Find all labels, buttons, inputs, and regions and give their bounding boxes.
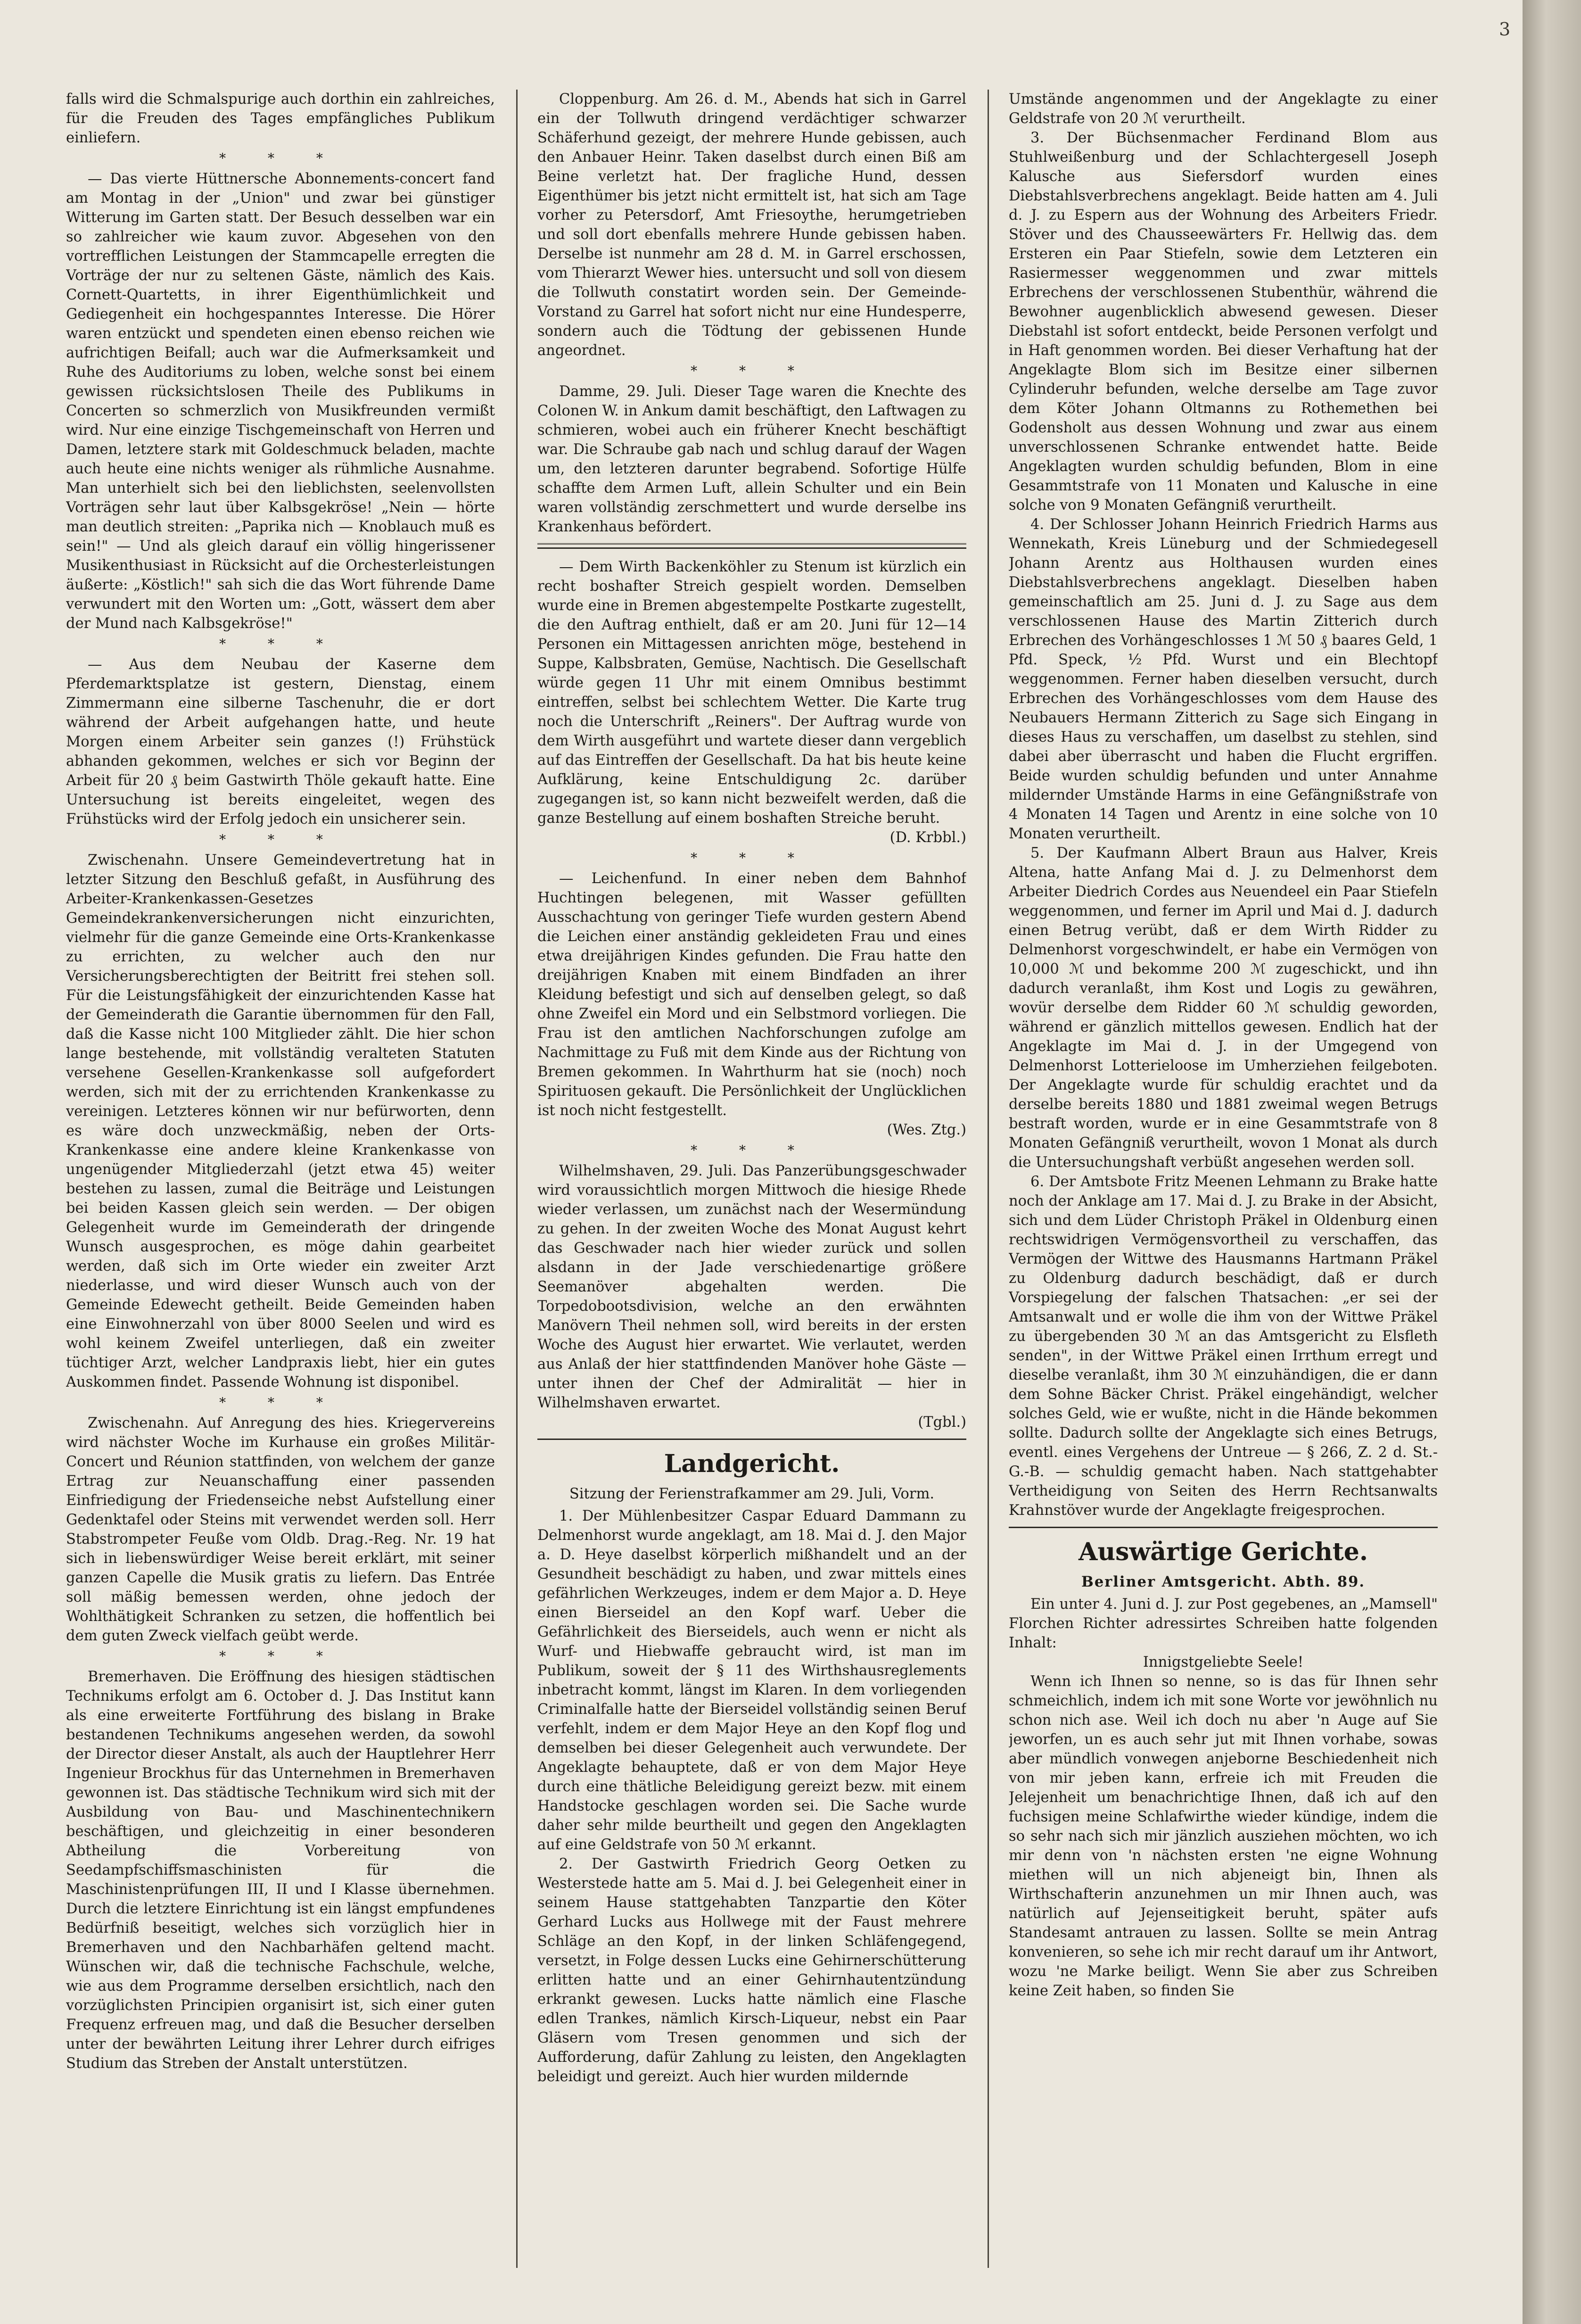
- case-5: 5. Der Kaufmann Albert Braun aus Halver, Kreis Altena, hatte Anfang Mai d. J. zu Delmenhorst dem Arbeiter Diedrich Cordes aus Neuendeel ein Paar Stiefeln weggenommen, und ferner im April und Mai d. J. dadurch einen Betrug verübt, daß er dem Wirth Ridder zu Delmenhorst vorgeschwindelt, er habe ein Vermögen von 10,000 ℳ und bekomme 200 ℳ zugeschickt, und ihn dadurch veranlaßt, ihm Kost und Logis zu gewähren, wovür derselbe dem Ridder 60 ℳ schuldig geworden, während er gänzlich mittellos gewesen. Endlich hat der Angeklagte im Mai d. J. in der Umgegend von Delmenhorst Lotterieloose im Umherziehen feilgeboten. Der Angeklagte wurde für schuldig erachtet und da derselbe bereits 1880 und 1881 zweimal wegen Betrugs bestraft worden, wurde er in eine Gesammtstrafe von 8 Monaten Gefängniß verurtheilt, wovon 1 Monat als durch die Untersuchungshaft verbüßt angesehen werden soll.: [1009, 845, 1438, 1171]
- page-edge: [1523, 0, 1581, 2324]
- separator-stars: * * *: [219, 832, 342, 847]
- case-6: 6. Der Amtsbote Fritz Meenen Lehmann zu Brake hatte noch der Anklage am 17. Mai d. J. zu Brake in der Absicht, sich und dem Lüder Christoph Präkel in Oldenburg einen rechtswidrigen Vermögensvortheil zu verschaffen, das Vermögen der Wittwe des Hausmanns Hartmann Präkel zu Oldenburg dadurch beschädigt, daß er durch Vorspiegelung der falschen Thatsachen: „er sei der Amtsanwalt und er wolle die ihm von der Wittwe Präkel zu übergebenden 30 ℳ an das Amtsgericht zu Elsfleth senden", in der Wittwe Präkel einen Irrthum erregt und dieselbe veranlaßt, ihm 30 ℳ einzuhändigen, die er dann dem Sohne Bäcker Christ. Präkel eingehändigt, welcher solches Geld, wie er wußte, nicht in die Hände bekommen sollte. Dadurch sollte der Angeklagte sich eines Betrugs, eventl. eines Vergehens der Untreue — § 266, Z. 2 d. St.-G.-B. — schuldig gemacht haben. Nach stattgehabter Vertheidigung von Seiten des Herrn Rechtsanwalts Krahnstöver wurde der Angeklagte freigesprochen.: [1009, 1174, 1438, 1519]
- article-wilhelmshaven: Wilhelmshaven, 29. Juli. Das Panzerübungsgeschwader wird voraussichtlich morgen Mittwoch die hiesige Rhede wieder verlassen, um zunächst nach der Wesermündung zu gehen. In der zweiten Woche des Monat August kehrt das Geschwader nach hier wieder zurück und sollen alsdann in der Jade verschiedenartige größere Seemanöver abgehalten werden. Die Torpedobootsdivision, welche an den erwähnten Manövern Theil nehmen soll, wird bereits in der ersten Woche des August hier erwartet. Wie verlautet, werden aus Anlaß der hier stattfindenden Manöver hohe Gäste — unter ihnen der Chef der Admiralität — hier in Wilhelmshaven erwartet.: [537, 1163, 966, 1411]
- column-1: [66, 90, 495, 2268]
- column-rule: [988, 90, 989, 2268]
- article-leichenfund: — Leichenfund. In einer neben dem Bahnhof Huchtingen belegenen, mit Wasser gefüllten Ausschachtung von geringer Tiefe wurden gestern Abend die Leichen einer anständig gekleideten Frau und eines etwa dreijährigen Kindes gefunden. Die Frau hatte den dreijährigen Knaben mit einem Bindfaden an ihrer Kleidung befestigt und sich auf denselben gelegt, so daß ohne Zweifel ein Mord und ein Selbstmord vorliegen. Die Frau ist den amtlichen Nachforschungen zufolge am Nachmittage zu Fuß mit dem Kinde aus der Richtung von Bremen gekommen. In Wahrthurm hat sie (noch) noch Spirituosen gekauft. Die Persönlichkeit der Unglücklichen ist noch nicht festgestellt.: [537, 870, 966, 1119]
- source-leichenfund: (Wes. Ztg.): [887, 1122, 966, 1138]
- case-4: 4. Der Schlosser Johann Heinrich Friedrich Harms aus Wennekath, Kreis Lüneburg und der Schmiedegesell Johann Arentz aus Holthausen wurden eines Diebstahlsverbrechens angeklagt. Dieselben haben gemeinschaftlich am 25. Juni d. J. zu Sage aus dem verschlossenen Hause des Martin Zitterich durch Erbrechen des Vorhängeschlosses 1 ℳ 50 ₰ baares Geld, 1 Pfd. Speck, ½ Pfd. Wurst und ein Blechtopf weggenommen. Ferner haben dieselben versucht, durch Erbrechen des Vorhängeschlosses vom dem Hause des Neubauers Hermann Zitterich zu Sage sich Eingang in dieses Haus zu verschaffen, um daselbst zu stehlen, sind dabei aber überrascht und haben die Flucht ergriffen. Beide wurden schuldig befunden und unter Annahme mildernder Umstände Harms in eine Gefängnißstrafe von 4 Monaten 14 Tagen und Arentz in eine solche von 10 Monaten verurtheilt.: [1009, 516, 1438, 842]
- separator-stars: * * *: [219, 636, 342, 652]
- columns: [66, 90, 1461, 2268]
- separator-stars: * * *: [219, 1395, 342, 1410]
- court-line: Berliner Amtsgericht. Abth. 89.: [1081, 1573, 1365, 1590]
- separator-stars: * * *: [219, 1648, 342, 1664]
- article-huettner-concert: — Das vierte Hüttnersche Abonnements-concert fand am Montag in der „Union" und zwar bei günstiger Witterung im Garten statt. Der Besuch desselben war ein so zahlreicher wie kaum zuvor. Abgesehen von den vortrefflichen Leistungen der Stammcapelle erregten die Vorträge der nur zu seltenen Gäste, nämlich des Kais. Cornett-Quartetts, in ihrer Eigenthümlichkeit und Gediegenheit ein hochgespanntes Interesse. Die Hörer waren entzückt und spendeten einen ebenso reichen wie aufrichtigen Beifall; auch war die Aufmerksamkeit und Ruhe des Auditoriums zu loben, welche sonst bei einem gewissen rücksichtslosen Theile des Publikums in Concerten so schmerzlich von Musikfreunden vermißt wird. Nur eine einzige Tischgemeinschaft von Herren und Damen, letztere stark mit Goldeschmuck beladen, machte auch heute eine nichts weniger als rühmliche Ausnahme. Man unterhielt sich bei den lieblichsten, seelenvollsten Vorträgen sehr laut über Kalbsgekröse! „Nein — hörte man deutlich streiten: „Paprika nich — Knoblauch muß es sein!" — Und als gleich darauf ein völlig hingerissener Musikenthusiast in Rücksicht auf die Orchesterleistungen äußerte: „Köstlich!" sah sich die das Wort führende Dame verwundert mit den Worten um: „Gott, wässert dem aber der Mund nach Kalbsgekröse!": [66, 171, 495, 632]
- article-zwischenahn-1: Zwischenahn. Unsere Gemeindevertretung hat in letzter Sitzung den Beschluß gefaßt, in Ausführung des Arbeiter-Krankenkassen-Gesetzes Gemeindekrankenversicherungen nicht einzurichten, vielmehr für die ganze Gemeinde eine Orts-Krankenkasse zu errichten, zu welcher auch den nur Versicherungsberechtigten der Beitritt frei stehen soll. Für die Leistungsfähigkeit der einzurichtenden Kasse hat der Gemeinderath die Garantie übernommen für den Fall, daß die Kasse nicht 100 Mitglieder zählt. Die hier schon lange bestehende, mit vollständig veralteten Statuten versehene Gesellen-Krankenkasse soll aufgefordert werden, sich mit der zu errichtenden Krankenkasse zu vereinigen. Letzteres können wir nur befürworten, denn es wäre doch unzweckmäßig, neben der Orts-Krankenkasse eine andere kleine Krankenkasse von ungenügender Mitgliederzahl (jetzt etwa 45) weiter bestehen zu lassen, zumal die Beiträge und Leistungen bei beiden Kassen gleich sein werden. — Der obigen Gelegenheit wurde im Gemeinderath der dringende Wunsch ausgesprochen, es möge dahin gearbeitet werden, daß sich im Orte wieder ein zweiter Arzt niederlasse, und wird dieser Wunsch auch von der Gemeinde Edewecht getheilt. Beide Gemeinden haben eine Einwohnerzahl von über 8000 Seelen und wird es wohl keinem Zweifel unterliegen, daß ein zweiter tüchtiger Arzt, welcher Landpraxis liebt, hier ein gutes Auskommen findet. Passende Wohnung ist disponibel.: [66, 852, 495, 1390]
- letter-intro: Ein unter 4. Juni d. J. zur Post gegebenes, an „Mamsell" Florchen Richter adressirtes Schreiben hatte folgenden Inhalt:: [1009, 1596, 1438, 1651]
- source-wilhelmshaven: (Tgbl.): [918, 1414, 966, 1431]
- separator-stars: * * *: [219, 150, 342, 166]
- column-2: [537, 90, 966, 2268]
- column-rule: [516, 90, 518, 2268]
- case-2: 2. Der Gastwirth Friedrich Georg Oetken zu Westerstede hatte am 5. Mai d. J. bei Gelegenheit einer in seinem Hause stattgehabten Tanzpartie den Köter Gerhard Lucks aus Hollwege mit der Faust mehrere Schläge an den Kopf, in der linken Schläfengegend, versetzt, in Folge dessen Lucks eine Gehirnerschütterung erlitten hatte und an einer Gehirnhautentzündung erkrankt gewesen. Lucks hatte nämlich eine Flasche edlen Trankes, nämlich Kirsch-Liqueur, nebst ein Paar Gläsern vom Tresen genommen und sich der Aufforderung, dafür Zahlung zu leisten, den Angeklagten beleidigt und gereizt. Auch hier wurden mildernde: [537, 1856, 966, 2085]
- article-damme: Damme, 29. Juli. Dieser Tage waren die Knechte des Colonen W. in Ankum damit beschäftigt, den Laftwagen zu schmieren, wobei auch ein früherer Knecht beschäftigt war. Die Schraube gab nach und schlug darauf der Wagen um, den letzteren darunter begrabend. Sofortige Hülfe schaffte dem Armen Luft, allein Schulter und ein Bein waren vollständig zerschmettert und wurde derselbe ins Krankenhaus befördert.: [537, 383, 966, 535]
- letter-body: Wenn ich Ihnen so nenne, so is das für Ihnen sehr schmeichlich, indem ich mit sone Worte vor jewöhnlich nu schon nich ase. Weil ich doch nu aber 'n Auge auf Sie jeworfen, un es auch sehr jut mit Ihnen vorhabe, sowas aber mündlich vonwegen anjeborne Beschiedenheit nich von mir jeben kann, erfreie ich mit Freuden die Jelejenheit um benachrichtige Ihnen, daß ich auf den fuchsigen meine Schlafwirthe wieder kündige, indem die so sehr nach sich mir jänzlich ausziehen möchten, wo ich mir denn von 'n nächsten ersten 'ne eigne Wohnung miethen will un nich abjeneigt bin, Ihnen als Wirthschafterin anzunehmen un mir Ihnen auch, was natürlich auf Jejenseitigkeit beruht, später aufs Standesamt antrauen zu lassen. Sollte se mein Antrag konvenieren, so sehe ich mir recht darauf um ihr Antwort, wozu 'ne Marke beiligt. Wenn Sie aber zus Schreiben keine Zeit haben, so finden Sie: [1009, 1673, 1438, 1999]
- divider: [537, 543, 966, 549]
- section-heading-auswaertige: Auswärtige Gerichte.: [1079, 1538, 1368, 1566]
- column-3: [1009, 90, 1438, 2268]
- case-2-continued: Umstände angenommen und der Angeklagte zu einer Geldstrafe von 20 ℳ verurtheilt.: [1009, 91, 1438, 127]
- letter-salutation: Innigstgeliebte Seele!: [1143, 1654, 1304, 1671]
- case-3: 3. Der Büchsenmacher Ferdinand Blom aus Stuhlweißenburg und der Schlachtergesell Joseph Kalusche aus Siefersdorf wurden eines Diebstahlsverbrechens angeklagt. Beide hatten am 4. Juli d. J. zu Espern aus der Wohnung des Arbeiters Friedr. Stöver und des Chausseewärters Fr. Hellwig das. dem Ersteren ein Paar Stiefeln, sowie dem Letzteren ein Rasiermesser weggenommen und zwar mittels Erbrechens der verschlossenen Stubenthür, während die Bewohner augenblicklich abwesend gewesen. Dieser Diebstahl ist sofort entdeckt, beide Personen verfolgt und in Haft genommen worden. Bei dieser Verhaftung hat der Angeklagte Blom sich im Besitze einer silbernen Cylinderuhr befunden, welche derselbe am Tage zuvor dem Köter Johann Oltmanns zu Rothemethen bei Godensholt aus dessen Wohnung und zwar aus einem unverschlossenen Schranke entwendet hatte. Beide Angeklagten wurden schuldig befunden, Blom in eine Gesammtstrafe von 11 Monaten und Kalusche in eine solche von 9 Monaten Gefängniß verurtheilt.: [1009, 130, 1438, 513]
- section-heading-landgericht: Landgericht.: [664, 1449, 840, 1478]
- page-number: 3: [1499, 19, 1511, 40]
- article-kaserne: — Aus dem Neubau der Kaserne dem Pferdemarktsplatze ist gestern, Dienstag, einem Zimmermann eine silberne Taschenuhr, die er dort während der Arbeit aufgehangen hatte, und heute Morgen einem Arbeiter sein ganzes (!) Frühstück abhanden gekommen, welches er sich vor Beginn der Arbeit für 20 ₰ beim Gastwirth Thöle gekauft hatte. Eine Untersuchung ist bereits eingeleitet, wegen des Frühstücks wird der Erfolg jedoch ein unsicherer sein.: [66, 656, 495, 827]
- article-zwischenahn-2: Zwischenahn. Auf Anregung des hies. Kriegervereins wird nächster Woche im Kurhause ein großes Militär-Concert und Réunion stattfinden, von welchem der ganze Ertrag zur Neuanschaffung einer passenden Einfriedigung der Friedenseiche nebst Aufstellung einer Gedenktafel oder Steins mit verwendet werden soll. Herr Stabstrompeter Feuße vom Oldb. Drag.-Reg. Nr. 19 hat sich in liebenswürdiger Weise bereit erklärt, mit seiner ganzen Capelle die Musik gratis zu liefern. Das Entrée soll mäßig bemessen werden, ohne jedoch der Wohlthätigkeit Schranken zu setzen, die hoffentlich bei dem guten Zweck vielfach geübt werde.: [66, 1415, 495, 1644]
- divider: [1009, 1527, 1438, 1528]
- divider: [537, 1439, 966, 1440]
- article-text: falls wird die Schmalspurige auch dorthin ein zahlreiches, für die Freuden des Tages empfängliches Publikum einliefern.: [66, 91, 495, 146]
- article-bremerhaven: Bremerhaven. Die Eröffnung des hiesigen städtischen Technikums erfolgt am 6. October d. J. Das Institut kann als eine erweiterte Fortführung des bislang in Brake bestandenen Technikums angesehen werden, da sowohl der Director dieser Anstalt, als auch der Hauptlehrer Herr Ingenieur Brockhus für das Unternehmen in Bremerhaven gewonnen ist. Das städtische Technikum wird sich mit der Ausbildung von Bau- und Maschinentechnikern beschäftigen, und gleichzeitig in einer besonderen Abtheilung die Vorbereitung von Seedampfschiffsmaschinisten für die Maschinistenprüfungen III, II und I Klasse übernehmen. Durch die letztere Einrichtung ist ein längst empfundenes Bedürfniß beseitigt, welches sich vorzüglich hier in Bremerhaven und den Nachbarhäfen geltend macht. Wünschen wir, daß die technische Fachschule, welche, wie aus dem Programme derselben ersichtlich, nach den vorzüglichsten Principien organisirt ist, sich einer guten Frequenz erfreuen mag, und daß die Besucher derselben unter der bewährten Leitung ihrer Lehrer durch eifriges Studium das Streben der Anstalt unterstützen.: [66, 1669, 495, 2072]
- session-line: Sitzung der Ferienstrafkammer am 29. Juli, Vorm.: [569, 1486, 935, 1502]
- separator-stars: * * *: [691, 363, 813, 379]
- separator-stars: * * *: [691, 850, 813, 866]
- separator-stars: * * *: [691, 1142, 813, 1158]
- article-cloppenburg: Cloppenburg. Am 26. d. M., Abends hat sich in Garrel ein der Tollwuth dringend verdächtiger schwarzer Schäferhund gezeigt, der mehrere Hunde gebissen, auch den Anbauer Heinr. Taken daselbst durch einen Biß am Beine verletzt hat. Der fragliche Hund, dessen Eigenthümer bis jetzt nicht ermittelt ist, hat sich am Tage vorher zu Petersdorf, Amt Friesoythe, herumgetrieben und soll dort ebenfalls mehrere Hunde gebissen haben. Derselbe ist nunmehr am 28 d. M. in Garrel erschossen, vom Thierarzt Wewer hies. untersucht und soll von diesem die Tollwuth constatirt worden sein. Der Gemeinde-Vorstand zu Garrel hat sofort nicht nur eine Hundesperre, sondern auch die Tödtung der gebissenen Hunde angeordnet.: [537, 91, 966, 359]
- source-stenum: (D. Krbbl.): [889, 829, 966, 846]
- case-1: 1. Der Mühlenbesitzer Caspar Eduard Dammann zu Delmenhorst wurde angeklagt, am 18. Mai d. J. den Major a. D. Heye daselbst körperlich mißhandelt und an der Gesundheit beschädigt zu haben, und zwar mittels eines gefährlichen Werkzeuges, indem er dem Major a. D. Heye einen Bierseidel an den Kopf warf. Ueber die Gefährlichkeit des Bierseidels, auch wenn er nicht als Wurf- und Hiebwaffe gebraucht wird, ist man im Publikum, soweit der § 11 des Wirthshausreglements inbetracht kommt, längst im Klaren. In dem vorliegenden Criminalfalle hatte der Bierseidel vollständig seinen Beruf verfehlt, indem er dem Major Heye an den Kopf flog und demselben bei dieser Gelegenheit auch verwundete. Der Angeklagte behauptete, daß er von dem Major Heye durch eine thätliche Beleidigung gereizt bezw. mit einem Handstocke geschlagen worden sei. Die Sache wurde daher sehr milde beurtheilt und gegen den Angeklagten auf eine Geldstrafe von 50 ℳ erkannt.: [537, 1508, 966, 1853]
- article-stenum: — Dem Wirth Backenköhler zu Stenum ist kürzlich ein recht boshafter Streich gespielt worden. Demselben wurde eine in Bremen abgestempelte Postkarte zugestellt, die den Auftrag enthielt, daß er am 20. Juni für 12—14 Personen ein Mittagessen anrichten möge, bestehend in Suppe, Kalbsbraten, Gemüse, Nachtisch. Die Gesellschaft würde gegen 11 Uhr mit einem Omnibus bestimmt eintreffen, selbst bei schlechtem Wetter. Die Karte trug noch die Unterschrift „Reiners". Der Auftrag wurde von dem Wirth ausgeführt und wartete dieser dann vergeblich auf das Eintreffen der Gesellschaft. Da hat bis heute keine Aufklärung, keine Entschuldigung 2c. darüber zugegangen ist, so kann nicht bezweifelt werden, daß die ganze Bestellung auf einem boshaften Streiche beruht.: [537, 559, 966, 827]
